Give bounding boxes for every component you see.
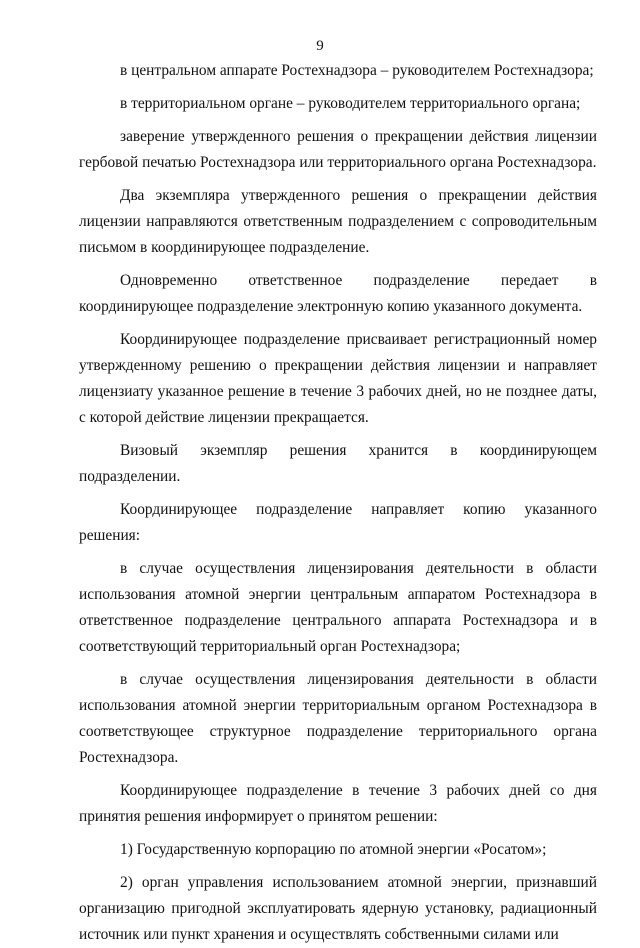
list-item-rosatom: 1) Государственную корпорацию по атомной энергии «Росатом»; <box>120 841 547 858</box>
paragraph-registration-number: Координирующее подразделение присваивает регистрационный номер утвержденному решению о прекращении действия лицензии и направляет лицензиату указанное решение в течение 3 рабочих дней, но не позднее даты, с которой действие лицензии прекращается. <box>79 331 597 426</box>
paragraph-copy-distribution: Координирующее подразделение направляет копию указанного решения: <box>79 501 597 544</box>
page-number: 9 <box>316 38 324 54</box>
paragraph-territorial-licensing: в случае осуществления лицензирования деятельности в области использования атомной энергии территориальным органом Ростехнадзора в соответствующее структурное подразделение территориального органа Ростехнадзора. <box>79 671 597 766</box>
paragraph-electronic-copy: Одновременно ответственное подразделение передает в координирующее подразделение электронную копию указанного документа. <box>79 272 597 315</box>
paragraph-information-deadline: Координирующее подразделение в течение 3 рабочих дней со дня принятия решения информирует о принятом решении: <box>79 782 597 825</box>
paragraph-visa-copy: Визовый экземпляр решения хранится в координирующем подразделении. <box>79 442 597 485</box>
paragraph-certification: заверение утвержденного решения о прекращении действия лицензии гербовой печатью Ростехнадзора или территориального органа Ростехнадзора. <box>79 128 597 171</box>
paragraph-central-office: в центральном аппарате Ростехнадзора – руководителем Ростехнадзора; <box>120 62 594 79</box>
list-item-management-body: 2) орган управления использованием атомной энергии, признавший организацию пригодной эксплуатировать ядерную установку, радиационный источник или пункт хранения и осуществлять собственными силами или <box>79 874 597 943</box>
paragraph-territorial-office: в территориальном органе – руководителем территориального органа; <box>120 95 581 112</box>
paragraph-two-copies: Два экземпляра утвержденного решения о прекращении действия лицензии направляются ответственным подразделением с сопроводительным письмом в координирующее подразделение. <box>79 187 597 256</box>
paragraph-central-licensing: в случае осуществления лицензирования деятельности в области использования атомной энергии центральным аппаратом Ростехнадзора в ответственное подразделение центрального аппарата Ростехнадзора и в соответствующий территориальный орган Ростехнадзора; <box>79 560 597 655</box>
document-body <box>79 58 597 948</box>
